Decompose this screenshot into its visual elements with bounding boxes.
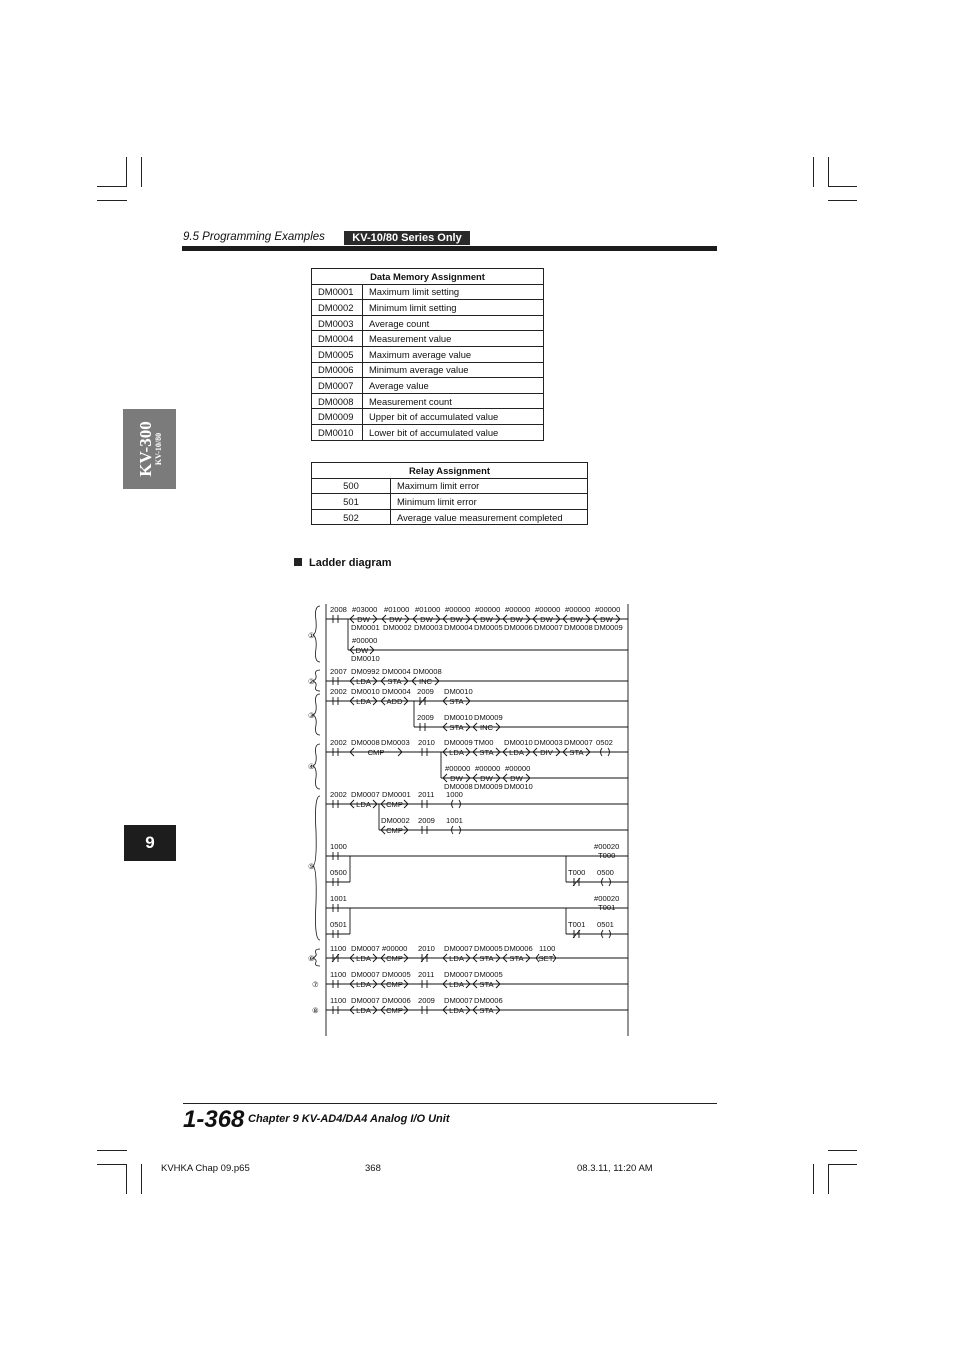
ladder-heading-text: Ladder diagram bbox=[309, 557, 392, 569]
ladder-diagram bbox=[300, 600, 640, 1040]
ladder-label: DM0003 bbox=[381, 738, 410, 747]
page-number: 1-368 bbox=[183, 1106, 245, 1133]
ladder-label: DM0007 bbox=[351, 970, 380, 979]
ladder-label: 1000 bbox=[330, 842, 347, 851]
header-rule bbox=[182, 246, 717, 251]
table-title: Relay Assignment bbox=[312, 463, 588, 479]
ladder-label: DM0003 bbox=[534, 738, 563, 747]
ladder-label: DM0992 bbox=[351, 667, 380, 676]
table-cell-code: DM0005 bbox=[312, 346, 363, 362]
ladder-label: DM0006 bbox=[504, 623, 533, 632]
ladder-label: #00000 bbox=[445, 605, 471, 614]
crop-mark bbox=[813, 157, 814, 187]
ladder-instruction: STA bbox=[387, 677, 402, 686]
ladder-label: DM0009 bbox=[444, 738, 473, 747]
ladder-instruction: DW bbox=[480, 615, 493, 624]
ladder-label: DM0007 bbox=[444, 970, 473, 979]
ladder-label: TM00 bbox=[474, 738, 494, 747]
ladder-label: #00000 bbox=[505, 605, 531, 614]
ladder-instruction: ADD bbox=[386, 697, 403, 706]
crop-mark bbox=[97, 186, 127, 187]
ladder-label: #00020 bbox=[594, 842, 620, 851]
section-title: 9.5 Programming Examples bbox=[183, 231, 325, 243]
ladder-instruction: DW bbox=[389, 615, 402, 624]
table-row bbox=[312, 315, 544, 331]
ladder-instruction: DW bbox=[540, 615, 553, 624]
ladder-label: 2007 bbox=[330, 667, 347, 676]
crop-mark bbox=[813, 1164, 814, 1194]
ladder-instruction: LDA bbox=[449, 748, 464, 757]
ladder-label: #00000 bbox=[352, 636, 378, 645]
ladder-instruction: CMP bbox=[386, 1006, 403, 1015]
ladder-instruction: DIV bbox=[540, 748, 553, 757]
ladder-label: 2002 bbox=[330, 738, 347, 747]
ladder-label: 2010 bbox=[418, 944, 435, 953]
chapter-title: Chapter 9 KV-AD4/DA4 Analog I/O Unit bbox=[248, 1113, 450, 1125]
crop-mark bbox=[828, 1164, 857, 1165]
ladder-label: #00000 bbox=[595, 605, 621, 614]
ladder-label: DM0008 bbox=[444, 782, 473, 791]
rung-marker: ⑤ bbox=[308, 862, 315, 871]
ladder-label: DM0008 bbox=[413, 667, 442, 676]
table-row bbox=[312, 346, 544, 362]
ladder-instruction: DW bbox=[450, 774, 463, 783]
ladder-instruction: STA bbox=[479, 748, 494, 757]
ladder-label: T000 bbox=[568, 868, 586, 877]
crop-mark bbox=[97, 200, 127, 201]
crop-mark bbox=[828, 186, 857, 187]
ladder-label: DM0010 bbox=[504, 738, 533, 747]
table-cell-desc: Average count bbox=[363, 315, 544, 331]
ladder-label: 2002 bbox=[330, 687, 347, 696]
crop-mark bbox=[126, 1164, 127, 1194]
ladder-label: #00000 bbox=[475, 764, 501, 773]
ladder-label: DM0007 bbox=[534, 623, 563, 632]
ladder-label: #00000 bbox=[382, 944, 408, 953]
ladder-label: DM0001 bbox=[351, 623, 380, 632]
ladder-instruction: CMP bbox=[386, 954, 403, 963]
marker-brace bbox=[313, 694, 320, 735]
ladder-instruction: LDA bbox=[356, 980, 371, 989]
side-tab bbox=[123, 409, 176, 489]
table-cell-code: DM0001 bbox=[312, 284, 363, 300]
ladder-label: 1100 bbox=[330, 944, 347, 953]
crop-mark bbox=[141, 157, 142, 187]
table-cell-desc: Average value bbox=[363, 378, 544, 394]
ladder-label: 0501 bbox=[597, 920, 614, 929]
marker-brace bbox=[313, 744, 320, 789]
ladder-label: DM0010 bbox=[351, 687, 380, 696]
print-date: 08.3.11, 11:20 AM bbox=[577, 1163, 653, 1174]
ladder-instruction: CMP bbox=[386, 826, 403, 835]
ladder-instruction: LDA bbox=[509, 748, 524, 757]
ladder-label: 1001 bbox=[446, 816, 463, 825]
ladder-label: 1100 bbox=[330, 970, 347, 979]
marker-brace bbox=[313, 796, 320, 940]
ladder-instruction: CMP bbox=[386, 800, 403, 809]
ladder-heading bbox=[294, 557, 392, 569]
ladder-instruction: CMP bbox=[367, 748, 385, 757]
ladder-instruction: STA bbox=[509, 954, 524, 963]
ladder-instruction: LDA bbox=[356, 677, 371, 686]
table-cell-code: 500 bbox=[312, 478, 391, 494]
side-tab-main: KV-300 bbox=[135, 421, 155, 477]
table-cell-desc: Maximum limit setting bbox=[363, 284, 544, 300]
table-cell-desc: Minimum limit error bbox=[391, 494, 588, 510]
ladder-label: DM0009 bbox=[594, 623, 623, 632]
ladder-label: DM0006 bbox=[504, 944, 533, 953]
page-small: 368 bbox=[365, 1163, 381, 1174]
table-row bbox=[312, 509, 588, 525]
ladder-instruction: STA bbox=[479, 1006, 494, 1015]
ladder-label: DM0007 bbox=[444, 944, 473, 953]
crop-mark bbox=[828, 157, 829, 187]
ladder-instruction: INC bbox=[479, 723, 494, 732]
ladder-label: T000 bbox=[598, 851, 616, 860]
ladder-label: #00000 bbox=[535, 605, 561, 614]
ladder-label: DM0009 bbox=[474, 713, 503, 722]
marker-brace bbox=[313, 606, 320, 662]
table-cell-code: DM0006 bbox=[312, 362, 363, 378]
ladder-instruction: LDA bbox=[356, 800, 371, 809]
ladder-label: #01000 bbox=[415, 605, 441, 614]
ladder-label: 2008 bbox=[330, 605, 347, 614]
table-cell-code: DM0010 bbox=[312, 424, 363, 440]
ladder-label: DM0005 bbox=[474, 623, 503, 632]
ladder-instruction: STA bbox=[479, 954, 494, 963]
crop-mark bbox=[97, 1164, 127, 1165]
rung-marker: ② bbox=[308, 677, 315, 686]
ladder-instruction: STA bbox=[479, 980, 494, 989]
crop-mark bbox=[828, 200, 857, 201]
ladder-label: DM0006 bbox=[474, 996, 503, 1005]
ladder-label: DM0007 bbox=[351, 944, 380, 953]
ladder-instruction: DW bbox=[355, 646, 369, 655]
ladder-instruction: DW bbox=[357, 615, 370, 624]
ladder-instruction: DW bbox=[570, 615, 583, 624]
rung-marker: ⑧ bbox=[312, 1006, 319, 1015]
ladder-label: #01000 bbox=[384, 605, 410, 614]
crop-mark bbox=[828, 1164, 829, 1194]
ladder-instruction: DW bbox=[600, 615, 613, 624]
ladder-label: DM0009 bbox=[474, 782, 503, 791]
table-cell-desc: Measurement value bbox=[363, 331, 544, 347]
ladder-instruction: DW bbox=[510, 774, 523, 783]
table-cell-code: 502 bbox=[312, 509, 391, 525]
table-row bbox=[312, 378, 544, 394]
table-cell-desc: Lower bit of accumulated value bbox=[363, 424, 544, 440]
side-tab-sub: KV-10/80 bbox=[153, 432, 163, 466]
table-row bbox=[312, 409, 544, 425]
ladder-label: 2011 bbox=[418, 790, 435, 799]
ladder-label: DM0008 bbox=[564, 623, 593, 632]
ladder-label: 2009 bbox=[417, 687, 434, 696]
ladder-instruction: LDA bbox=[356, 697, 371, 706]
ladder-instruction: LDA bbox=[449, 1006, 464, 1015]
ladder-label: 0500 bbox=[597, 868, 614, 877]
table-cell-code: 501 bbox=[312, 494, 391, 510]
table-row bbox=[312, 362, 544, 378]
ladder-label: #00000 bbox=[445, 764, 471, 773]
ladder-label: DM0002 bbox=[383, 623, 412, 632]
ladder-label: DM0007 bbox=[351, 996, 380, 1005]
ladder-label: T001 bbox=[598, 903, 616, 912]
bullet-square-icon bbox=[294, 558, 302, 566]
table-cell-desc: Maximum average value bbox=[363, 346, 544, 362]
ladder-instruction: LDA bbox=[449, 980, 464, 989]
ladder-label: DM0010 bbox=[504, 782, 533, 791]
ladder-label: 1000 bbox=[446, 790, 463, 799]
crop-mark bbox=[141, 1164, 142, 1194]
table-cell-code: DM0003 bbox=[312, 315, 363, 331]
ladder-instruction: DW bbox=[510, 615, 523, 624]
ladder-label: DM0004 bbox=[382, 687, 411, 696]
table-cell-desc: Minimum limit setting bbox=[363, 300, 544, 316]
table-cell-desc: Maximum limit error bbox=[391, 478, 588, 494]
ladder-label: #00000 bbox=[505, 764, 531, 773]
ladder-label: #03000 bbox=[352, 605, 378, 614]
table-row bbox=[312, 424, 544, 440]
relay-table bbox=[311, 462, 588, 525]
data-memory-table bbox=[311, 268, 544, 441]
series-badge: KV-10/80 Series Only bbox=[344, 231, 470, 245]
ladder-label: DM0010 bbox=[444, 687, 473, 696]
table-row bbox=[312, 494, 588, 510]
ladder-instruction: DW bbox=[450, 615, 463, 624]
crop-mark bbox=[828, 1150, 857, 1151]
ladder-label: DM0003 bbox=[414, 623, 443, 632]
ladder-label: #00020 bbox=[594, 894, 620, 903]
crop-mark bbox=[97, 1150, 127, 1151]
file-name: KVHKA Chap 09.p65 bbox=[161, 1163, 250, 1174]
ladder-label: DM0006 bbox=[382, 996, 411, 1005]
table-cell-desc: Minimum average value bbox=[363, 362, 544, 378]
ladder-label: DM0004 bbox=[382, 667, 411, 676]
ladder-instruction: DW bbox=[420, 615, 433, 624]
ladder-label: 0502 bbox=[596, 738, 613, 747]
rung-marker: ① bbox=[308, 631, 315, 640]
chapter-box: 9 bbox=[124, 825, 176, 861]
ladder-label: #00000 bbox=[475, 605, 501, 614]
ladder-label: DM0004 bbox=[444, 623, 473, 632]
marker-brace bbox=[313, 949, 320, 966]
table-row bbox=[312, 331, 544, 347]
ladder-label: DM0008 bbox=[351, 738, 380, 747]
ladder-label: DM0001 bbox=[382, 790, 411, 799]
rung-marker: ⑦ bbox=[312, 980, 319, 989]
table-cell-code: DM0002 bbox=[312, 300, 363, 316]
ladder-label: 1100 bbox=[330, 996, 347, 1005]
crop-mark bbox=[126, 157, 127, 187]
ladder-label: DM0002 bbox=[381, 816, 410, 825]
ladder-label: 2009 bbox=[418, 816, 435, 825]
rung-marker: ④ bbox=[308, 762, 315, 771]
ladder-label: #00000 bbox=[565, 605, 591, 614]
ladder-label: DM0010 bbox=[444, 713, 473, 722]
ladder-label: DM0007 bbox=[351, 790, 380, 799]
rung-marker: ③ bbox=[308, 711, 315, 720]
ladder-label: DM0007 bbox=[564, 738, 593, 747]
table-row bbox=[312, 284, 544, 300]
ladder-label: 2011 bbox=[418, 970, 435, 979]
ladder-label: T001 bbox=[568, 920, 586, 929]
rung-marker: ⑥ bbox=[308, 954, 315, 963]
table-cell-desc: Average value measurement completed bbox=[391, 509, 588, 525]
ladder-instruction: LDA bbox=[356, 954, 371, 963]
ladder-label: 2002 bbox=[330, 790, 347, 799]
ladder-instruction: STA bbox=[449, 723, 464, 732]
ladder-label: DM0005 bbox=[474, 944, 503, 953]
ladder-instruction: CMP bbox=[386, 980, 403, 989]
ladder-label: 2009 bbox=[418, 996, 435, 1005]
table-row bbox=[312, 393, 544, 409]
table-cell-desc: Upper bit of accumulated value bbox=[363, 409, 544, 425]
table-cell-desc: Measurement count bbox=[363, 393, 544, 409]
footer-rule bbox=[183, 1103, 717, 1104]
table-row bbox=[312, 478, 588, 494]
ladder-label: DM0005 bbox=[382, 970, 411, 979]
ladder-label: 1001 bbox=[330, 894, 347, 903]
table-row bbox=[312, 300, 544, 316]
ladder-label: 0501 bbox=[330, 920, 347, 929]
ladder-instruction: LDA bbox=[449, 954, 464, 963]
ladder-instruction: STA bbox=[569, 748, 584, 757]
ladder-instruction: STA bbox=[449, 697, 464, 706]
ladder-label: 1100 bbox=[539, 944, 556, 953]
ladder-instruction: SET bbox=[538, 954, 554, 963]
ladder-label: DM0010 bbox=[351, 654, 380, 663]
ladder-label: 2009 bbox=[417, 713, 434, 722]
table-cell-code: DM0004 bbox=[312, 331, 363, 347]
ladder-label: DM0005 bbox=[474, 970, 503, 979]
ladder-instruction: DW bbox=[480, 774, 493, 783]
marker-brace bbox=[313, 670, 320, 691]
ladder-instruction: INC bbox=[418, 677, 433, 686]
ladder-label: 0500 bbox=[330, 868, 347, 877]
ladder-label: 2010 bbox=[418, 738, 435, 747]
table-title: Data Memory Assignment bbox=[312, 269, 544, 285]
ladder-label: DM0007 bbox=[444, 996, 473, 1005]
table-cell-code: DM0008 bbox=[312, 393, 363, 409]
table-cell-code: DM0007 bbox=[312, 378, 363, 394]
ladder-instruction: LDA bbox=[356, 1006, 371, 1015]
table-cell-code: DM0009 bbox=[312, 409, 363, 425]
